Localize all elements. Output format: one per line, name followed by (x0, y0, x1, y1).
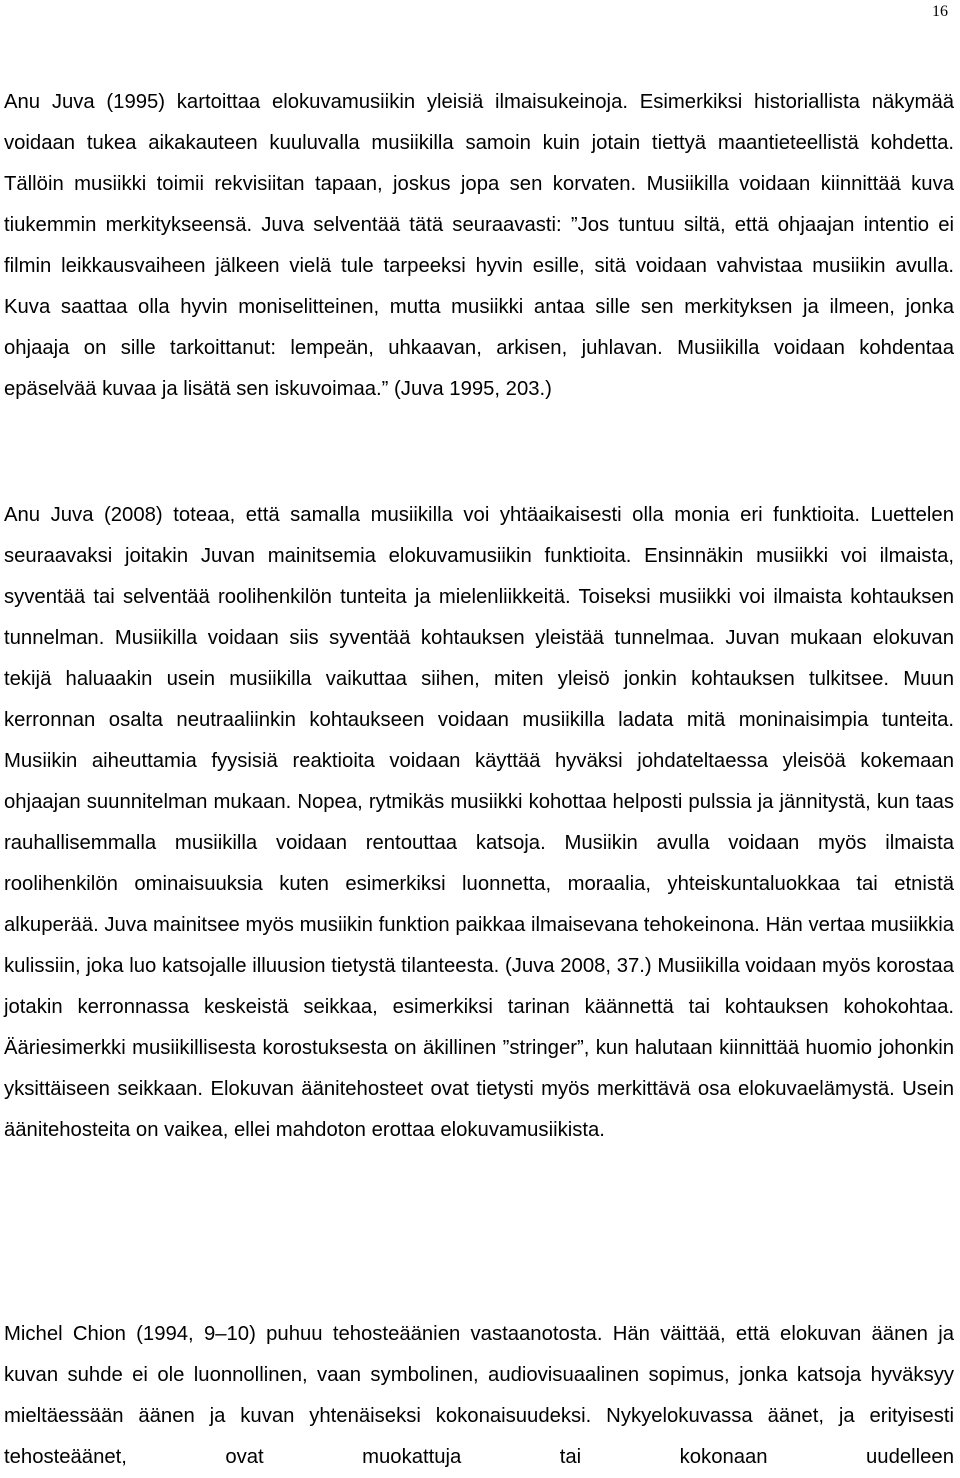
page-number: 16 (932, 3, 948, 20)
paragraph-juva-2008: Anu Juva (2008) toteaa, että samalla musiikilla voi yhtäaikaisesti olla monia eri funktioita. Luettelen seuraavaksi joitakin Juvan mainitsemia elokuvamusiikin funktioita. Ensinnäkin musiikki voi ilmaista, syventää tai selventää roolihenkilön tunteita ja mielenliikkeitä. Toiseksi musiikki voi ilmaista kohtauksen tunnelman. Musiikilla voidaan siis syventää kohtauksen yleistää tunnelmaa. Juvan mukaan elokuvan tekijä haluaakin usein musiikilla vaikuttaa siihen, miten yleisö jonkin kohtauksen tulkitsee. Muun kerronnan osalta neutraaliinkin kohtaukseen voidaan musiikilla ladata mitä moninaisimpia tunteita. Musiikin aiheuttamia fyysisiä reaktioita voidaan käyttää hyväksi johdateltaessa yleisöä kokemaan ohjaajan suunnitelman mukaan. Nopea, rytmikäs musiikki kohottaa helposti pulssia ja jännitystä, kun taas rauhallisemmalla musiikilla voidaan rentouttaa katsoja. Musiikin avulla voidaan myös ilmaista roolihenkilön ominaisuuksia kuten esimerkiksi luonnetta, moraalia, yhteiskuntaluokkaa tai etnistä alkuperää. Juva mainitsee myös musiikin funktion paikkaa ilmaisevana tehokeinona. Hän vertaa musiikkia kulissiin, joka luo katsojalle illuusion tietystä tilanteesta. (Juva 2008, 37.) Musiikilla voidaan myös korostaa jotakin kerronnassa keskeistä seikkaa, esimerkiksi tarinan käännettä tai kohtauksen kohokohtaa. Ääriesimerkki musiikillisesta korostuksesta on äkillinen ”stringer”, kun halutaan kiinnittää huomio johonkin yksittäiseen seikkaan. Elokuvan äänitehosteet ovat tietysti myös merkittävä osa elokuvaelämystä. Usein äänitehosteita on vaikea, ellei mahdoton erottaa elokuvamusiikista. (4, 504, 954, 1141)
paragraph-chion-1994: Michel Chion (1994, 9–10) puhuu tehosteäänien vastaanotosta. Hän väittää, että elokuvan äänen ja kuvan suhde ei ole luonnollinen, vaan symbolinen, audiovisuaalinen sopimus, jonka katsoja hyväksyy mieltäessään äänen ja kuvan yhtenäiseksi kokonaisuudeksi. Nykyelokuvassa äänet, ja erityisesti tehosteäänet, ovat muokattuja tai kokonaan uudelleen (4, 1323, 954, 1468)
paragraph-juva-1995: Anu Juva (1995) kartoittaa elokuvamusiikin yleisiä ilmaisukeinoja. Esimerkiksi historiallista näkymää voidaan tukea aikakauteen kuuluvalla musiikilla samoin kuin jotain tiettyä maantieteellistä kohdetta. Tällöin musiikki toimii rekvisiitan tapaan, joskus jopa sen korvaten. Musiikilla voidaan kiinnittää kuva tiukemmin merkitykseensä. Juva selventää tätä seuraavasti: ”Jos tuntuu siltä, että ohjaajan intentio ei filmin leikkausvaiheen jälkeen vielä tule tarpeeksi hyvin esille, sitä voidaan vahvistaa musiikin avulla. Kuva saattaa olla hyvin moniselitteinen, mutta musiikki antaa sille sen merkityksen ja ilmeen, jonka ohjaaja on sille tarkoittanut: lempeän, uhkaavan, arkisen, juhlavan. Musiikilla voidaan kohdentaa epäselvää kuvaa ja lisätä sen iskuvoimaa.” (Juva 1995, 203.) (4, 91, 954, 400)
